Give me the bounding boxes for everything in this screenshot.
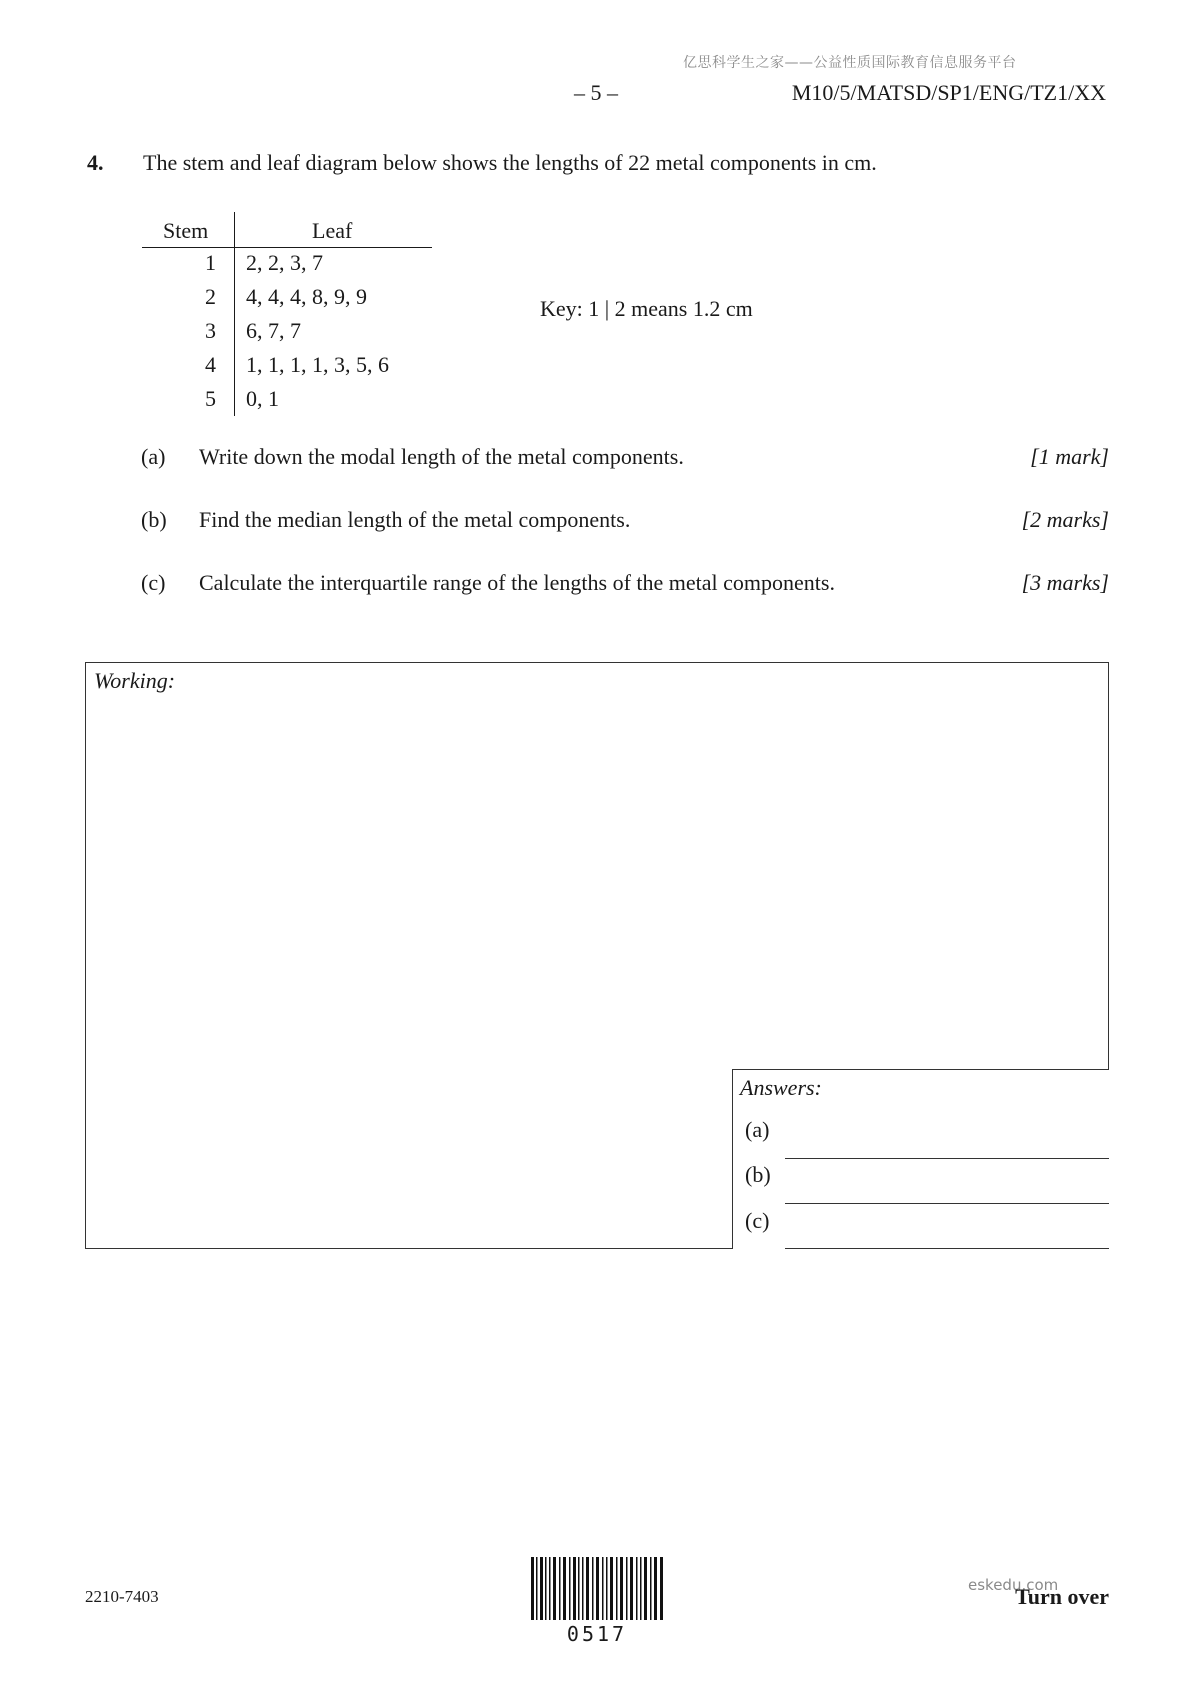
answer-label-c: (c) xyxy=(745,1208,770,1233)
answer-line-a[interactable] xyxy=(785,1158,1109,1159)
answer-label-a: (a) xyxy=(745,1117,770,1142)
leaf-values: 6, 7, 7 xyxy=(246,318,301,343)
working-label: Working: xyxy=(94,668,176,693)
answer-line-c[interactable] xyxy=(785,1248,1109,1249)
page-number: – 5 – xyxy=(574,80,618,105)
leaf-values: 2, 2, 3, 7 xyxy=(246,250,323,275)
answers-box-border xyxy=(732,1069,733,1249)
stem-leaf-row xyxy=(142,318,442,348)
stem-value: 5 xyxy=(205,386,216,411)
answer-line-b[interactable] xyxy=(785,1203,1109,1204)
stem-header: Stem xyxy=(163,218,209,243)
working-area[interactable] xyxy=(85,662,1108,1247)
part-text: Find the median length of the metal components. xyxy=(199,507,631,532)
leaf-header: Leaf xyxy=(312,218,353,243)
part-label: (c) xyxy=(141,570,166,595)
part-marks: [2 marks] xyxy=(1021,507,1109,532)
working-box-border xyxy=(1108,662,1109,1070)
part-c xyxy=(0,570,1191,600)
stem-value: 4 xyxy=(205,352,216,377)
question-text: The stem and leaf diagram below shows the lengths of 22 metal components in cm. xyxy=(143,150,877,175)
part-text: Calculate the interquartile range of the lengths of the metal components. xyxy=(199,570,835,595)
part-b xyxy=(0,507,1191,537)
leaf-values: 4, 4, 4, 8, 9, 9 xyxy=(246,284,367,309)
part-label: (b) xyxy=(141,507,167,532)
answer-label-b: (b) xyxy=(745,1162,771,1187)
stem-leaf-row xyxy=(142,250,442,280)
part-a xyxy=(0,444,1191,474)
working-box-border xyxy=(85,662,1109,663)
barcode-number: 0517 xyxy=(566,1622,628,1646)
turn-over: Turn over xyxy=(1015,1584,1109,1609)
stem-leaf-header-divider xyxy=(142,247,432,248)
footer-code: 2210-7403 xyxy=(85,1587,159,1606)
leaf-values: 1, 1, 1, 1, 3, 5, 6 xyxy=(246,352,389,377)
working-box-border xyxy=(85,662,86,1249)
part-text: Write down the modal length of the metal components. xyxy=(199,444,684,469)
answers-box-border xyxy=(732,1069,1109,1070)
question-number: 4. xyxy=(87,150,104,175)
part-marks: [3 marks] xyxy=(1021,570,1109,595)
footer-watermark: eskedu.com xyxy=(968,1576,1059,1594)
stem-leaf-row xyxy=(142,386,442,416)
part-label: (a) xyxy=(141,444,166,469)
stem-value: 2 xyxy=(205,284,216,309)
paper-code: M10/5/MATSD/SP1/ENG/TZ1/XX xyxy=(791,80,1106,105)
stem-leaf-key: Key: 1 | 2 means 1.2 cm xyxy=(540,296,753,321)
leaf-values: 0, 1 xyxy=(246,386,279,411)
barcode-icon xyxy=(531,1557,663,1620)
stem-value: 1 xyxy=(205,250,216,275)
working-box-border xyxy=(85,1248,733,1249)
answers-label: Answers: xyxy=(740,1075,822,1100)
part-marks: [1 mark] xyxy=(1030,444,1109,469)
stem-leaf-row xyxy=(142,352,442,382)
stem-value: 3 xyxy=(205,318,216,343)
stem-leaf-row xyxy=(142,284,442,314)
header-watermark: 亿思科学生之家——公益性质国际教育信息服务平台 xyxy=(683,55,1017,71)
